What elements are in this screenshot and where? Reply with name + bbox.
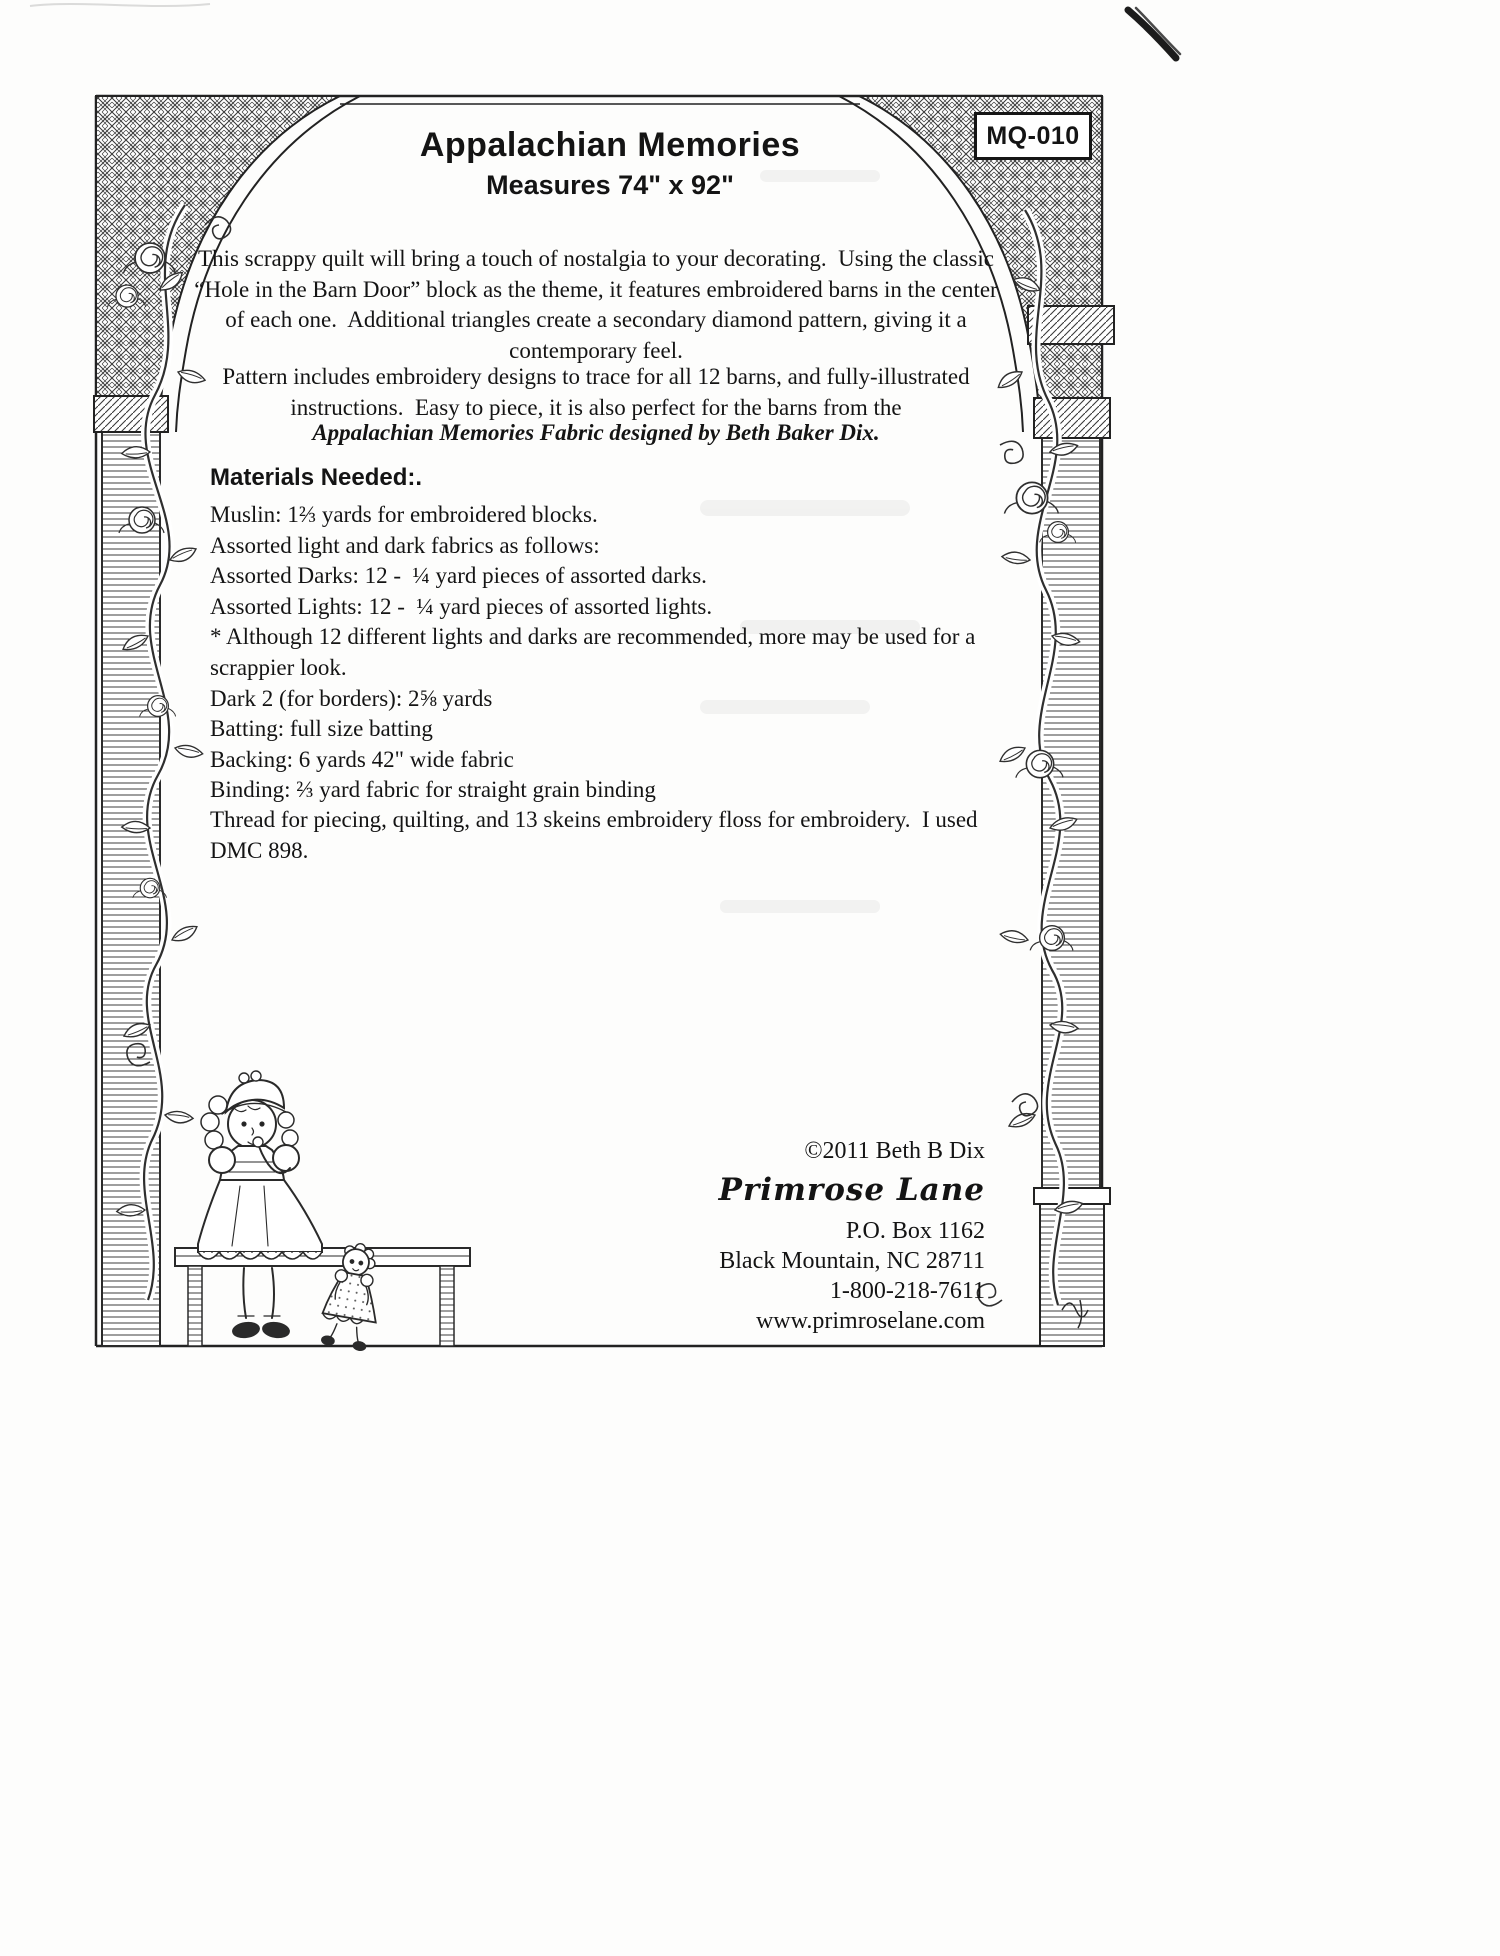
materials-item: Batting: full size batting [210,716,433,742]
girl-with-doll-illustration [175,1071,470,1352]
materials-item: Muslin: 1⅔ yards for embroidered blocks. [210,502,598,527]
materials-item: * Although 12 different lights and darks are recommended, more may be used for a scrappier look. [210,624,982,680]
materials-item: Assorted Lights: 12 - ¼ yard pieces of assorted lights. [210,593,713,619]
intro-paragraph: This scrappy quilt will bring a touch of nostalgia to your decorating. Using the classic “Hole in the Barn Door” block as the theme, it features embroidered barns in the center of each one. Additional triangles create a secondary diamond pattern, giving it a contemporary feel. [194,246,1004,363]
fabric-credit-line: Appalachian Memories Fabric designed by Beth Baker Dix. [312,420,880,445]
phone-number: 1-800-218-7611 [829,1278,985,1304]
materials-list [210,500,1032,806]
materials-item: Assorted Darks: 12 - ¼ yard pieces of assorted darks. [210,563,707,589]
thread-note: Thread for piecing, quilting, and 13 skeins embroidery floss for embroidery. I used DMC 898. [210,807,984,863]
pattern-code-badge: MQ-010 [974,112,1092,160]
page-subtitle: Measures 74" x 92" [486,170,734,200]
publisher-block [565,1136,985,1336]
website-url: www.primroselane.com [755,1308,985,1334]
address-line-1: P.O. Box 1162 [845,1218,985,1244]
materials-item: Dark 2 (for borders): 2⅝ yards [210,685,493,711]
bench-illustration [175,1248,470,1346]
girl-figure [198,1071,322,1339]
materials-item: Binding: ⅔ yard fabric for straight grain binding [210,777,656,803]
pattern-includes-paragraph: Pattern includes embroidery designs to trace for all 12 barns, and fully-illustrated instructions. Easy to piece, it is also perfect for the barns from the [222,364,976,420]
copyright-line: ©2011 Beth B Dix [804,1138,985,1164]
materials-item: Assorted light and dark fabrics as follows: [210,532,600,558]
materials-item: Backing: 6 yards 42" wide fabric [210,746,514,772]
pen-mark [1128,8,1180,58]
publisher-name: Primrose Lane [718,1172,985,1208]
page-title: Appalachian Memories [419,126,801,164]
materials-heading: Materials Needed:. [210,464,423,491]
address-line-2: Black Mountain, NC 28711 [719,1248,985,1274]
